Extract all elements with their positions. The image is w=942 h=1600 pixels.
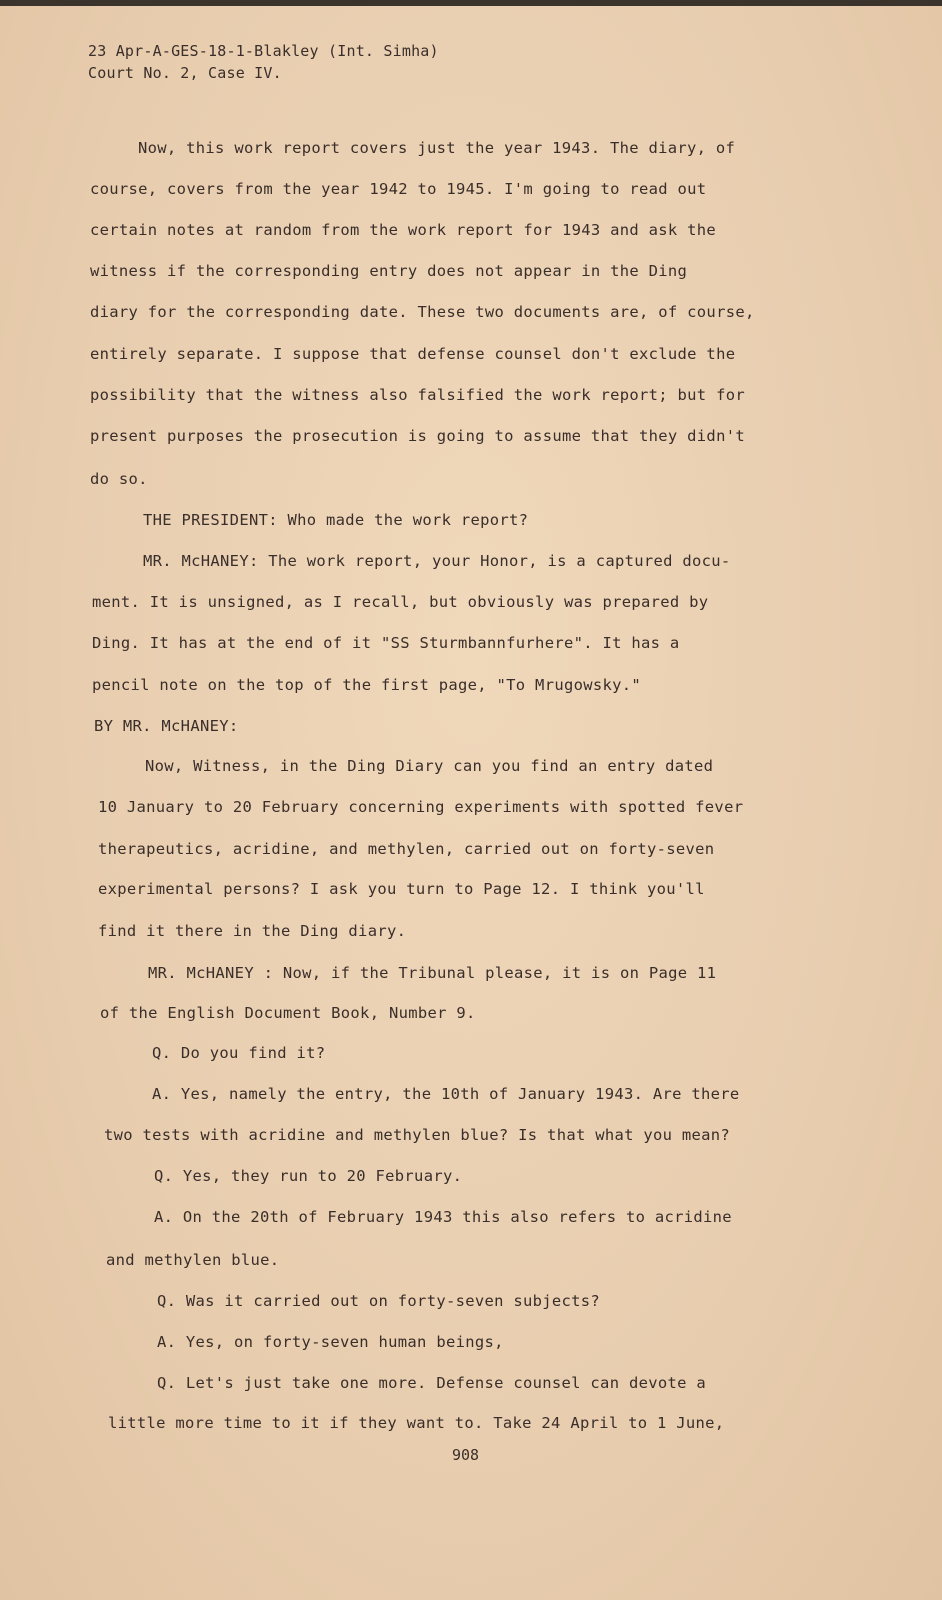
body-line: Q. Yes, they run to 20 February. bbox=[154, 1167, 463, 1185]
body-line: Q. Do you find it? bbox=[152, 1044, 326, 1062]
body-line: pencil note on the top of the first page, "To Mrugowsky." bbox=[92, 676, 642, 694]
body-line: 10 January to 20 February concerning experiments with spotted fever bbox=[98, 798, 744, 816]
body-line: present purposes the prosecution is going to assume that they didn't bbox=[90, 427, 745, 445]
body-line: MR. McHANEY: The work report, your Honor, is a captured docu- bbox=[143, 552, 731, 570]
body-line: Q. Let's just take one more. Defense counsel can devote a bbox=[157, 1374, 707, 1392]
body-line: A. Yes, on forty-seven human beings, bbox=[157, 1333, 504, 1351]
body-line: little more time to it if they want to. Take 24 April to 1 June, bbox=[108, 1414, 725, 1432]
body-line: possibility that the witness also falsified the work report; but for bbox=[90, 386, 745, 404]
body-line: BY MR. McHANEY: bbox=[94, 717, 239, 735]
body-line: Ding. It has at the end of it "SS Sturmbannfurhere". It has a bbox=[92, 634, 680, 652]
page-number: 908 bbox=[452, 1446, 480, 1464]
body-line: Now, this work report covers just the year 1943. The diary, of bbox=[138, 139, 736, 157]
body-line: therapeutics, acridine, and methylen, carried out on forty-seven bbox=[98, 840, 715, 858]
body-line: witness if the corresponding entry does not appear in the Ding bbox=[90, 262, 688, 280]
body-line: ment. It is unsigned, as I recall, but obviously was prepared by bbox=[92, 593, 709, 611]
body-line: THE PRESIDENT: Who made the work report? bbox=[143, 511, 529, 529]
body-line: find it there in the Ding diary. bbox=[98, 922, 407, 940]
body-line: of the English Document Book, Number 9. bbox=[100, 1004, 476, 1022]
header-reference: 23 Apr-A-GES-18-1-Blakley (Int. Simha) bbox=[88, 42, 439, 60]
body-line: do so. bbox=[90, 470, 148, 488]
body-line: diary for the corresponding date. These two documents are, of course, bbox=[90, 303, 755, 321]
body-line: experimental persons? I ask you turn to Page 12. I think you'll bbox=[98, 880, 705, 898]
header-court: Court No. 2, Case IV. bbox=[88, 64, 282, 82]
body-line: Now, Witness, in the Ding Diary can you find an entry dated bbox=[145, 757, 714, 775]
body-line: course, covers from the year 1942 to 1945. I'm going to read out bbox=[90, 180, 707, 198]
body-line: A. On the 20th of February 1943 this also refers to acridine bbox=[154, 1208, 732, 1226]
body-line: entirely separate. I suppose that defense counsel don't exclude the bbox=[90, 345, 736, 363]
document-header bbox=[88, 40, 439, 84]
body-line: certain notes at random from the work report for 1943 and ask the bbox=[90, 221, 717, 239]
body-line: MR. McHANEY : Now, if the Tribunal please, it is on Page 11 bbox=[148, 964, 717, 982]
body-line: two tests with acridine and methylen blue? Is that what you mean? bbox=[104, 1126, 731, 1144]
body-line: A. Yes, namely the entry, the 10th of January 1943. Are there bbox=[152, 1085, 740, 1103]
page-top-edge bbox=[0, 0, 942, 6]
body-line: Q. Was it carried out on forty-seven subjects? bbox=[157, 1292, 601, 1310]
body-line: and methylen blue. bbox=[106, 1251, 280, 1269]
